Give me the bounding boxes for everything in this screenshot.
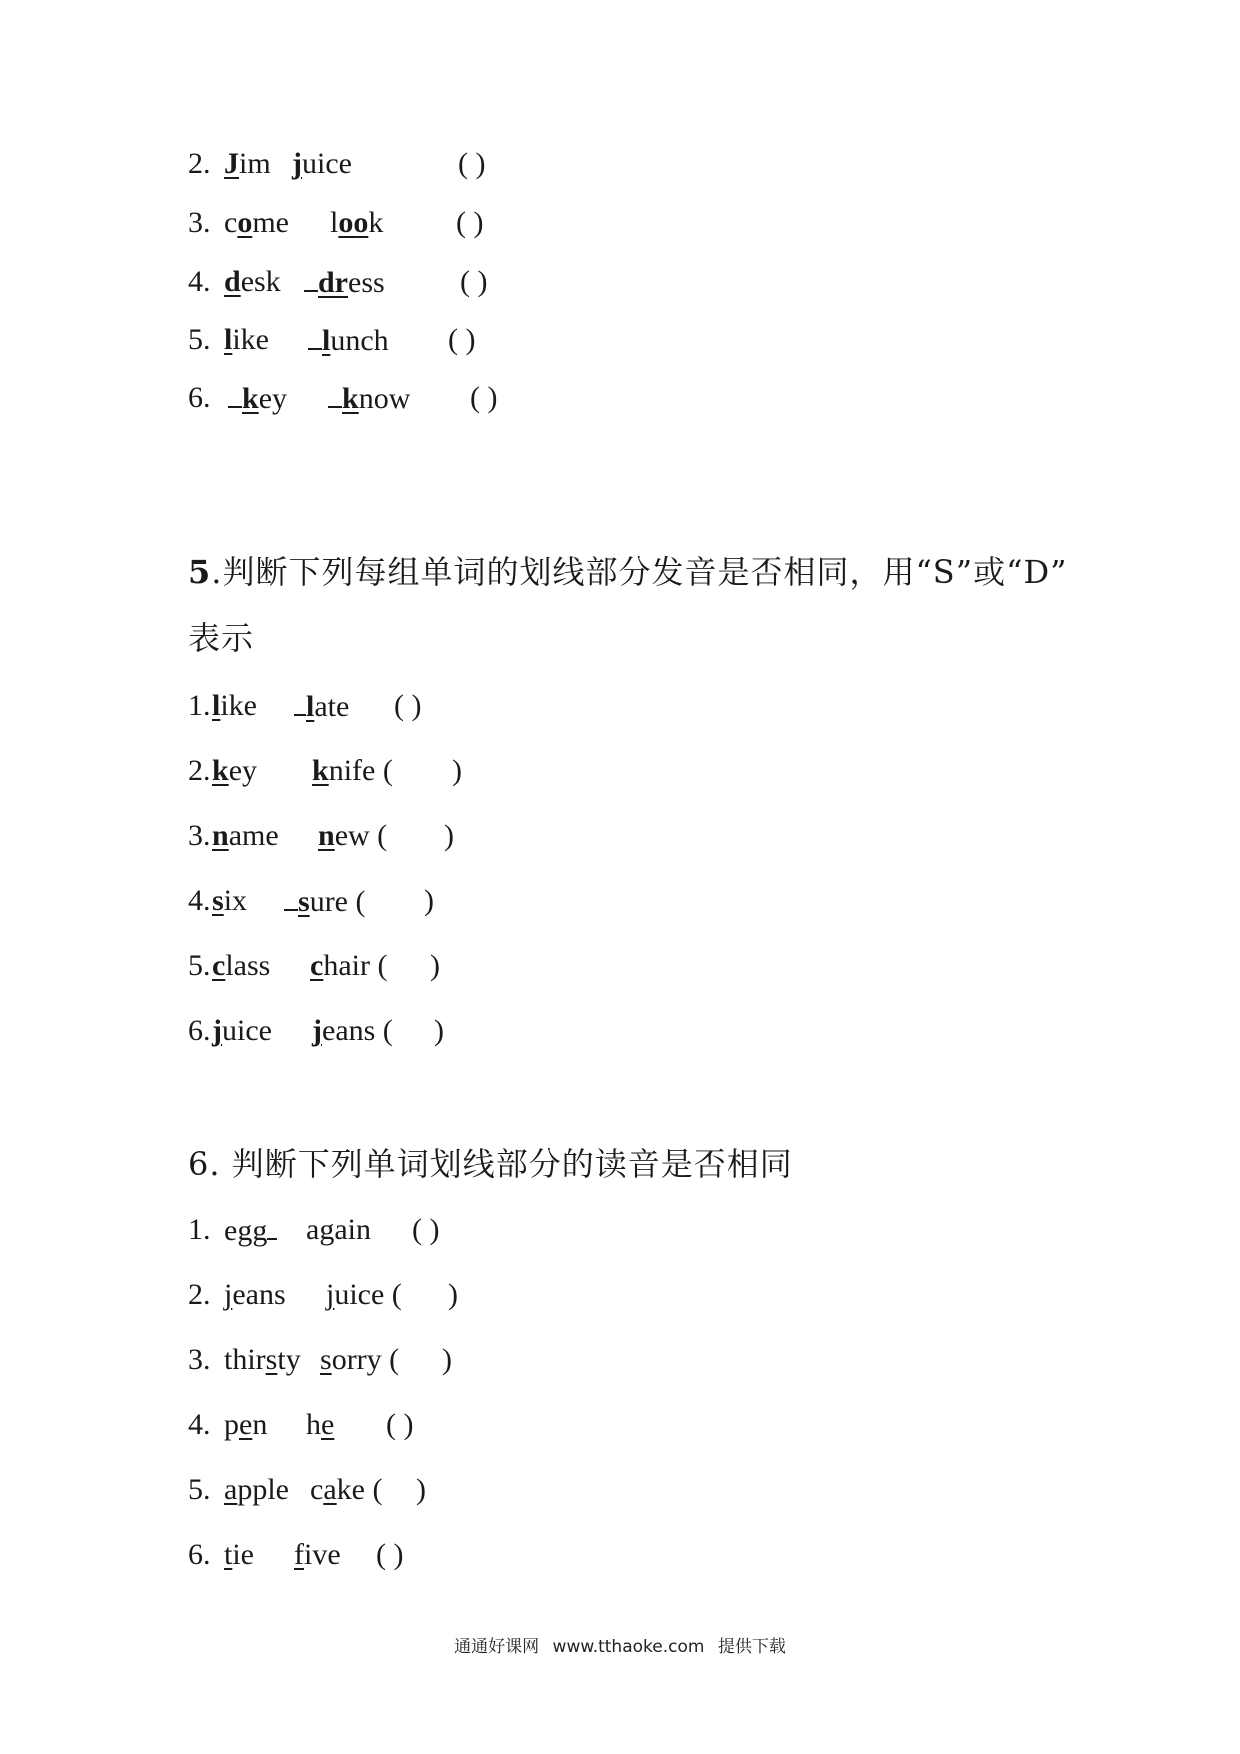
answer-blank[interactable]: ) bbox=[434, 1014, 444, 1047]
answer-blank[interactable]: ) bbox=[424, 884, 434, 917]
item-number: 3. bbox=[188, 1343, 211, 1376]
word-1: pen bbox=[224, 1408, 268, 1441]
word-2: cake ( bbox=[310, 1473, 383, 1506]
word-2: sure ( bbox=[284, 883, 365, 920]
word-2: chair ( bbox=[310, 949, 388, 982]
item-number: 3. bbox=[188, 206, 211, 239]
word-2: jeans ( bbox=[312, 1014, 393, 1047]
word-2: five bbox=[294, 1538, 341, 1571]
item-number: 6. bbox=[188, 381, 211, 414]
answer-blank[interactable]: ( ) bbox=[460, 265, 488, 298]
item-number: 2. bbox=[188, 754, 211, 787]
word-2: know bbox=[328, 380, 410, 417]
word-1: like bbox=[212, 689, 257, 722]
item-number: 5. bbox=[188, 1473, 211, 1506]
item-number: 6. bbox=[188, 1014, 211, 1047]
word-2: juice bbox=[292, 147, 352, 180]
word-1: like bbox=[224, 323, 269, 356]
footer-site-name: 通通好课网 bbox=[454, 1637, 540, 1657]
word-1: key bbox=[212, 754, 258, 787]
footer-url[interactable]: www.tthaoke.com bbox=[552, 1637, 705, 1657]
answer-blank[interactable]: ) bbox=[442, 1343, 452, 1376]
word-2: again bbox=[306, 1213, 371, 1246]
answer-blank[interactable]: ) bbox=[452, 754, 462, 787]
answer-blank[interactable]: ) bbox=[448, 1278, 458, 1311]
answer-blank[interactable]: ) bbox=[416, 1473, 426, 1506]
word-2: sorry ( bbox=[320, 1343, 400, 1376]
answer-blank[interactable]: ( ) bbox=[456, 206, 484, 239]
item-number: 6. bbox=[188, 1538, 211, 1571]
word-1: jeans bbox=[224, 1278, 286, 1311]
answer-blank[interactable]: ) bbox=[430, 949, 440, 982]
answer-blank[interactable]: ( ) bbox=[470, 381, 498, 414]
word-2: he bbox=[306, 1408, 335, 1441]
footer-suffix: 提供下载 bbox=[717, 1637, 786, 1657]
item-number: 3. bbox=[188, 819, 211, 852]
word-1: desk bbox=[224, 265, 281, 298]
word-1: six bbox=[212, 884, 248, 917]
item-number: 4. bbox=[188, 884, 211, 917]
section-heading: 5.判断下列每组单词的划线部分发音是否相同，用“S”或“D” bbox=[188, 553, 1068, 591]
word-1: thirsty bbox=[224, 1343, 301, 1376]
answer-blank[interactable]: ( ) bbox=[412, 1213, 440, 1246]
page-footer bbox=[0, 1632, 1240, 1657]
word-1: Jim bbox=[224, 147, 271, 180]
word-1: come bbox=[224, 206, 289, 239]
word-1: tie bbox=[224, 1538, 254, 1571]
word-1: juice bbox=[212, 1014, 272, 1047]
word-1: class bbox=[212, 949, 271, 982]
answer-blank[interactable]: ( ) bbox=[394, 689, 422, 722]
item-number: 2. bbox=[188, 1278, 211, 1311]
word-1: egg bbox=[224, 1212, 277, 1249]
item-number: 5. bbox=[188, 949, 211, 982]
item-number: 4. bbox=[188, 1408, 211, 1441]
section-heading: 6. 判断下列单词划线部分的读音是否相同 bbox=[188, 1145, 793, 1183]
item-number: 5. bbox=[188, 323, 211, 356]
answer-blank[interactable]: ) bbox=[444, 819, 454, 852]
item-number: 1. bbox=[188, 1213, 211, 1246]
word-2: knife ( bbox=[312, 754, 393, 787]
answer-blank[interactable]: ( ) bbox=[458, 147, 486, 180]
item-number: 2. bbox=[188, 147, 211, 180]
word-1: apple bbox=[224, 1473, 289, 1506]
word-2: late bbox=[294, 688, 349, 725]
word-2: lunch bbox=[308, 322, 389, 359]
answer-blank[interactable]: ( ) bbox=[376, 1538, 404, 1571]
section-heading-continued: 表示 bbox=[188, 619, 255, 657]
word-2: dress bbox=[304, 264, 385, 301]
item-number: 1. bbox=[188, 689, 211, 722]
word-1: name bbox=[212, 819, 279, 852]
word-2: look bbox=[330, 206, 384, 239]
word-2: juice ( bbox=[326, 1278, 402, 1311]
word-1: key bbox=[228, 380, 287, 417]
item-number: 4. bbox=[188, 265, 211, 298]
answer-blank[interactable]: ( ) bbox=[448, 323, 476, 356]
word-2: new ( bbox=[318, 819, 388, 852]
answer-blank[interactable]: ( ) bbox=[386, 1408, 414, 1441]
